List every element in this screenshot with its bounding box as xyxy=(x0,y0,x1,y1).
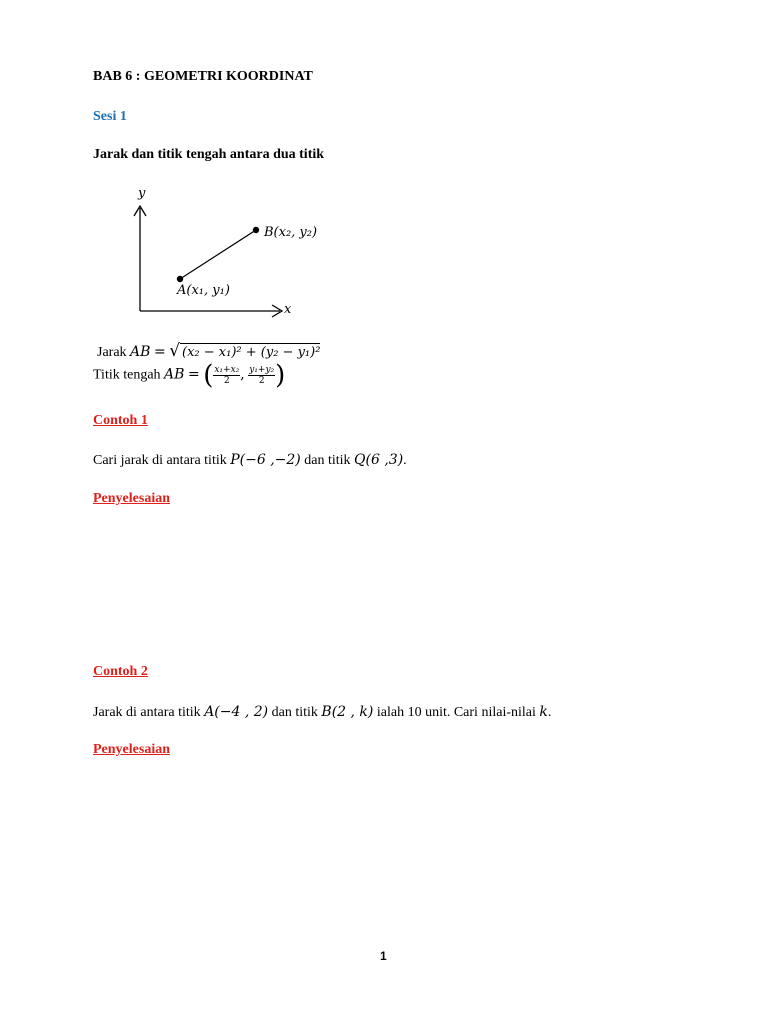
distance-label: Jarak xyxy=(97,345,127,360)
midpoint-y-denominator: 2 xyxy=(258,376,265,386)
coordinate-diagram xyxy=(120,180,340,325)
example1-title: Contoh 1 xyxy=(93,413,148,428)
example1-solution-heading: Penyelesaian xyxy=(93,491,170,506)
midpoint-label: Titik tengah xyxy=(93,367,161,383)
example1-text-prefix: Cari jarak di antara titik xyxy=(93,453,227,468)
midpoint-ab: AB xyxy=(164,366,185,383)
example1-text-end: . xyxy=(403,453,407,468)
point-b-label: B(x₂, y₂) xyxy=(264,225,318,240)
example2-text-mid: dan titik xyxy=(271,705,318,720)
segment-ab xyxy=(180,230,256,279)
page-number: 1 xyxy=(380,949,387,963)
midpoint-equals: = xyxy=(187,366,200,383)
square-root: √ (x₂ − x₁)² + (y₂ − y₁)² xyxy=(169,341,321,361)
example2-text-end: . xyxy=(547,705,552,720)
midpoint-x-fraction xyxy=(213,365,240,386)
distance-ab: AB xyxy=(130,344,151,360)
distance-formula xyxy=(97,341,320,361)
distance-expression: (x₂ − x₁)² + (y₂ − y₁)² xyxy=(182,345,321,360)
midpoint-formula: Titik tengah AB = ( $\frac{\text{x₁+x₂}}{2}$ , $\frac{\text{y₁+y₂}}{2}$ ) xyxy=(93,360,286,391)
midpoint-x-numerator: x₁+x₂ xyxy=(214,365,240,375)
example1-point-p: P(−6 ,−2) xyxy=(230,452,301,468)
example1-text-mid: dan titik xyxy=(304,453,351,468)
example2-text-prefix: Jarak di antara titik xyxy=(93,705,201,720)
example2-point-a: A(−4 , 2) xyxy=(204,704,269,720)
x-axis-label: x xyxy=(284,302,292,317)
chapter-title: BAB 6 : GEOMETRI KOORDINAT xyxy=(93,69,313,84)
example2-var-k: k xyxy=(539,704,548,720)
x-axis xyxy=(140,305,282,317)
y-axis xyxy=(134,206,146,311)
example2-point-b: B(2 , k) xyxy=(321,704,374,720)
distance-equals: = xyxy=(153,344,166,360)
example2-title: Contoh 2 xyxy=(93,664,148,679)
example1-question xyxy=(93,452,407,469)
left-paren: ( xyxy=(203,360,214,391)
midpoint-y-fraction xyxy=(248,365,275,386)
example2-solution-heading: Penyelesaian xyxy=(93,742,170,757)
session-heading: Sesi 1 xyxy=(93,109,127,124)
example2-text-rest: ialah 10 unit. Cari nilai-nilai xyxy=(376,705,536,720)
example1-point-q: Q(6 ,3) xyxy=(354,452,404,468)
point-b-dot xyxy=(253,227,259,233)
point-a-label: A(x₁, y₁) xyxy=(177,283,230,298)
topic-heading: Jarak dan titik tengah antara dua titik xyxy=(93,147,325,162)
y-axis-label: y xyxy=(138,186,146,201)
midpoint-x-denominator: 2 xyxy=(223,376,230,386)
point-a-dot xyxy=(177,276,183,282)
midpoint-y-numerator: y₁+y₂ xyxy=(249,365,275,375)
right-paren: ) xyxy=(275,360,286,391)
example2-question xyxy=(93,704,551,721)
